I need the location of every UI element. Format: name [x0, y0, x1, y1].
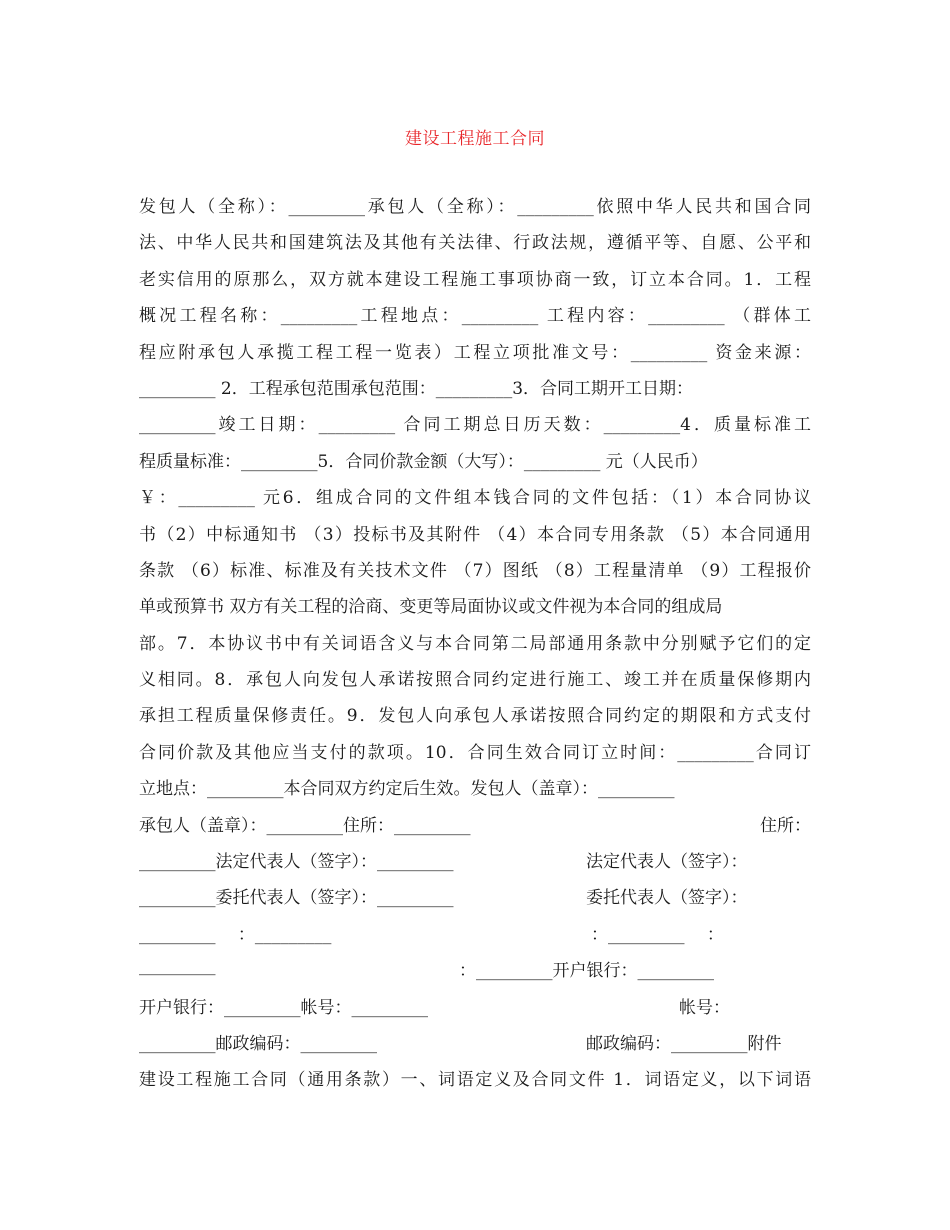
signature-left: _________邮政编码：_________ [139, 1033, 377, 1054]
signature-left: 承包人（盖章）：_________住所：_________ [139, 815, 471, 836]
text-line [139, 336, 811, 372]
text-line-content: 法、中华人民共和国建筑法及其他有关法律、行政法规，遵循平等、自愿、公平和 [139, 233, 811, 254]
text-line-content: ￥：_________ 元6．组成合同的文件组本钱合同的文件包括：（1）本合同协议 [139, 488, 811, 509]
signature-row [139, 1027, 811, 1063]
text-line-content: 概况工程名称：_________工程地点：_________ 工程内容：_________ （群体工 [139, 306, 811, 327]
text-line [139, 699, 811, 735]
text-line [139, 263, 811, 299]
signature-right: 法定代表人（签字）： [586, 852, 748, 873]
text-line [139, 408, 811, 444]
text-line-content: 立地点：_________本合同双方约定后生效。发包人（盖章）：_________ [139, 779, 675, 800]
signature-left: _________法定代表人（签字）：_________ [139, 852, 454, 873]
text-line-content: 发包人（全称）：_________承包人（全称）：_________依照中华人民共和国合同 [139, 197, 811, 217]
text-line-content: 承担工程质量保修责任。9．发包人向承包人承诺按照合同约定的期限和方式支付 [139, 706, 811, 727]
text-line [139, 299, 811, 335]
text-line-content: 程应附承包人承揽工程工程一览表）工程立项批准文号：_________ 资金来源： [139, 342, 811, 363]
text-line [139, 445, 811, 481]
text-line [139, 518, 811, 554]
text-line [139, 481, 811, 517]
text-line-content: 义相同。8．承包人向发包人承诺按照合同约定进行施工、竣工并在质量保修期内 [139, 670, 811, 691]
signature-row [139, 991, 811, 1027]
signature-left: _________ ：_________ [139, 924, 332, 945]
text-line [139, 554, 811, 590]
signature-right: 委托代表人（签字）： [586, 888, 748, 909]
text-line [139, 627, 811, 663]
text-line-content: _________ 2．工程承包范围承包范围：_________3．合同工期开工日期： [139, 378, 694, 399]
text-line-content: _________竣工日期：_________ 合同工期总日历天数：_________4．质量标准工 [139, 415, 811, 436]
signature-right: ：_________开户银行：_________ [459, 961, 714, 982]
document-title: 建设工程施工合同 [405, 129, 545, 149]
text-line-content: 老实信用的原那么，双方就本建设工程施工事项协商一致，订立本合同。1．工程 [139, 269, 811, 290]
signature-right: 住所： [760, 815, 811, 836]
signature-right: 邮政编码：_________附件 [586, 1033, 782, 1054]
text-line-content: 单或预算书 双方有关工程的洽商、变更等局面协议或文件视为本合同的组成局 [139, 597, 723, 618]
text-line [139, 190, 811, 226]
signature-right: ：_________ ： [591, 924, 724, 945]
signature-row [139, 918, 811, 954]
text-line [139, 736, 811, 772]
text-line-content: 合同价款及其他应当支付的款项。10．合同生效合同订立时间：_________合同订 [139, 742, 811, 763]
text-line [139, 772, 811, 808]
signature-left: 开户银行：_________帐号：_________ [139, 997, 428, 1018]
text-line-content: 条款 （6）标准、标准及有关技术文件 （7）图纸 （8）工程量清单 （9）工程报价 [139, 560, 811, 581]
text-line-content: 建设工程施工合同（通用条款）一、词语定义及合同文件 1．词语定义，以下词语 [139, 1070, 811, 1091]
text-line-content: 部。7．本协议书中有关词语含义与本合同第二局部通用条款中分别赋予它们的定 [139, 633, 811, 654]
signature-row [139, 845, 811, 881]
text-line [139, 590, 811, 626]
signature-row [139, 881, 811, 917]
signature-row [139, 954, 811, 990]
signature-right: 帐号： [679, 997, 730, 1018]
text-line [139, 226, 811, 262]
signature-left: _________ [139, 956, 216, 977]
text-line-content: 书（2）中标通知书 （3）投标书及其附件 （4）本合同专用条款 （5）本合同通用 [139, 524, 811, 545]
text-line-content: 程质量标准：_________5．合同价款金额（大写）：_________ 元（人民币） [139, 451, 708, 472]
text-line [139, 1063, 811, 1099]
text-line [139, 372, 811, 408]
signature-left: _________委托代表人（签字）：_________ [139, 888, 454, 909]
signature-row [139, 809, 811, 845]
text-line [139, 663, 811, 699]
document-body [139, 190, 811, 1100]
